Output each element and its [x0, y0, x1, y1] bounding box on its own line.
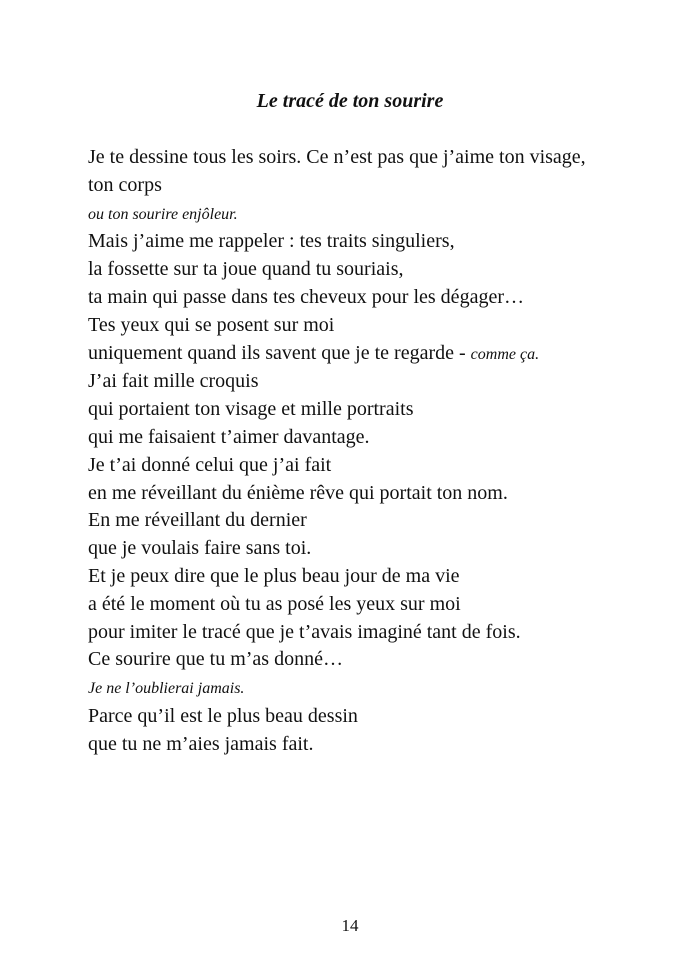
poem-line-text: Mais j’aime me rappeler : tes traits singuliers,: [88, 230, 455, 253]
poem-line: [88, 535, 648, 563]
poem-line: [88, 144, 648, 172]
poem-line: [88, 396, 648, 424]
poem-line: [88, 256, 648, 284]
poem-line: [88, 340, 648, 369]
poem-line: [88, 368, 648, 396]
poem-line-text: Tes yeux qui se posent sur moi: [88, 313, 335, 336]
poem-line-text: qui me faisaient t’aimer davantage.: [88, 425, 370, 448]
poem-line-italic: Je ne l’oublierai jamais.: [88, 680, 245, 698]
page-number: 14: [341, 916, 359, 935]
poem-title: Le tracé de ton sourire: [256, 90, 444, 112]
poem-line-text: Parce qu’il est le plus beau dessin: [88, 704, 358, 727]
poem-line-text: Je t’ai donné celui que j’ai fait: [88, 453, 332, 476]
poem-line: [88, 480, 648, 508]
poem-line-text: qui portaient ton visage et mille portraits: [88, 398, 414, 421]
poem-line-text: Ce sourire que tu m’as donné…: [88, 648, 343, 671]
poem-body: [88, 144, 648, 759]
poem-line: [88, 200, 648, 229]
poem-line: [88, 703, 648, 731]
poem-line: [88, 228, 648, 256]
poem-line: [88, 674, 648, 703]
poem-line-text: J’ai fait mille croquis: [88, 370, 259, 393]
poem-line-text: ton corps: [88, 173, 162, 196]
poem-line-italic: ou ton sourire enjôleur.: [88, 205, 238, 223]
poem-line-text: uniquement quand ils savent que je te regarde -: [88, 341, 471, 364]
poem-line: [88, 452, 648, 480]
poem-line-text: que tu ne m’aies jamais fait.: [88, 732, 314, 755]
poem-line-text: a été le moment où tu as posé les yeux sur moi: [88, 592, 461, 615]
poem-line: [88, 284, 648, 312]
poem-line: [88, 563, 648, 591]
poem-line: [88, 172, 648, 200]
poem-line-text: en me réveillant du énième rêve qui portait ton nom.: [88, 481, 508, 504]
poem-line-text: la fossette sur ta joue quand tu souriais,: [88, 258, 404, 281]
poem-line-text: que je voulais faire sans toi.: [88, 537, 312, 560]
poem-line-italic: comme ça.: [470, 345, 540, 363]
poem-line: [88, 591, 648, 619]
poem-line-text: ta main qui passe dans tes cheveux pour les dégager…: [88, 285, 524, 308]
poem-line: [88, 507, 648, 535]
poem-line: [88, 619, 648, 647]
poem-line: [88, 312, 648, 340]
poem-line: [88, 731, 648, 759]
poem-line-text: Et je peux dire que le plus beau jour de ma vie: [88, 564, 460, 587]
poem-line-text: En me réveillant du dernier: [88, 509, 307, 532]
poem-line-text: pour imiter le tracé que je t’avais imaginé tant de fois.: [88, 620, 521, 643]
poem-line: [88, 424, 648, 452]
poem-line-text: Je te dessine tous les soirs. Ce n’est pas que j’aime ton visage,: [88, 146, 586, 168]
poem-line: [88, 646, 648, 674]
